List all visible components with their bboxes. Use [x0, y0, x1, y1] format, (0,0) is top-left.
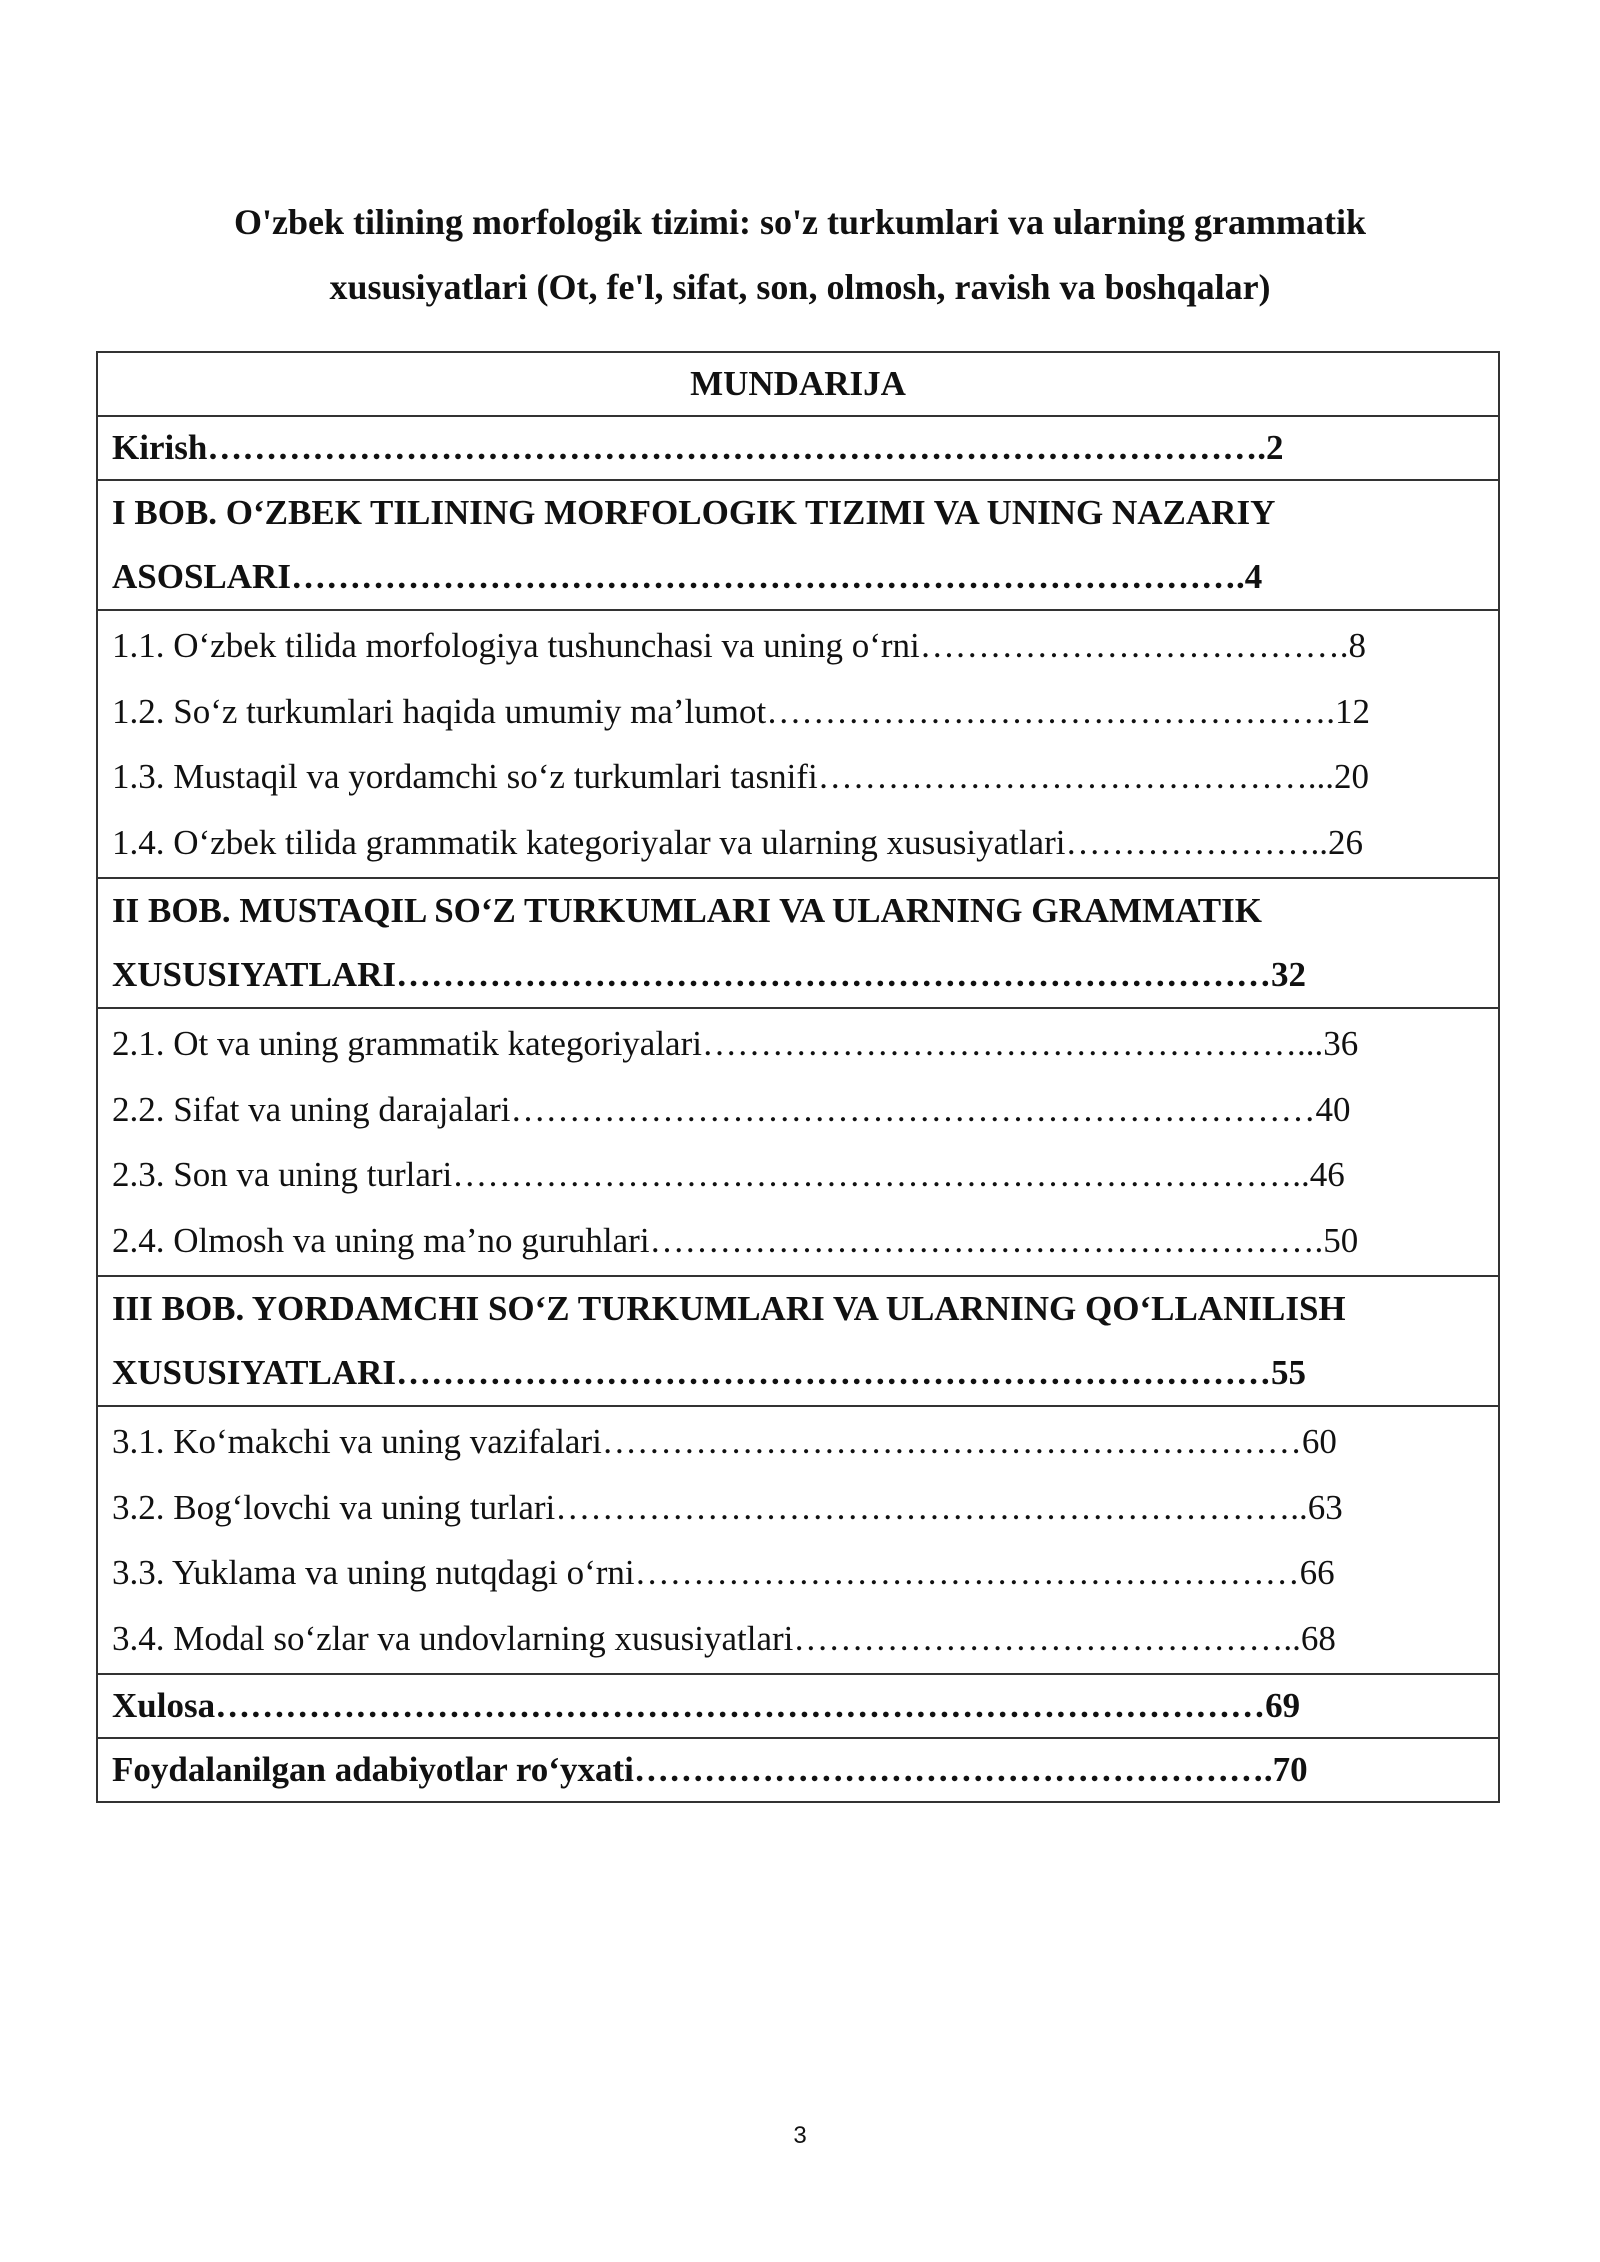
toc-references-text: Foydalanilgan adabiyotlar ro‘yxati……………………………………………….70	[112, 1750, 1308, 1789]
chapter-3-title-line-2: XUSUSIYATLARI…………………………………………………………………55	[112, 1353, 1306, 1392]
toc-row-chapter-2	[97, 878, 1499, 1008]
toc-chapter-3	[97, 1276, 1499, 1406]
toc-chapter-1	[97, 480, 1499, 610]
toc-row-chapter-2-sections	[97, 1008, 1499, 1276]
toc-intro-text: Kirish……………………………………………………………………………….2	[112, 428, 1284, 467]
section-3-4: 3.4. Modal so‘zlar va undovlarning xususiyatlari……………………………………..68	[112, 1618, 1336, 1658]
chapter-1-title-line-1: I BOB. O‘ZBEK TILINING MORFOLOGIK TIZIMI VA UNING NAZARIY	[112, 493, 1276, 532]
toc-chapter-2	[97, 878, 1499, 1008]
section-3-1: 3.1. Ko‘makchi va uning vazifalari……………………………………………………60	[112, 1422, 1337, 1461]
toc-row-intro	[97, 416, 1499, 480]
chapter-3-section-list	[97, 1406, 1499, 1674]
toc-row-chapter-3	[97, 1276, 1499, 1406]
chapter-3-title-line-1: III BOB. YORDAMCHI SO‘Z TURKUMLARI VA ULARNING QO‘LLANILISH	[112, 1289, 1346, 1328]
toc-heading: MUNDARIJA	[97, 352, 1499, 416]
section-2-2: 2.2. Sifat va uning darajalari……………………………………………………………40	[112, 1089, 1351, 1129]
toc-row-chapter-1-sections	[97, 610, 1499, 878]
chapter-2-title-line-1: II BOB. MUSTAQIL SO‘Z TURKUMLARI VA ULARNING GRAMMATIK	[112, 891, 1262, 930]
section-2-3: 2.3. Son va uning turlari………………………………………………………………..46	[112, 1155, 1345, 1194]
section-3-3: 3.3. Yuklama va uning nutqdagi o‘rni…………………………………………………66	[112, 1553, 1335, 1592]
chapter-2-title-line-2: XUSUSIYATLARI…………………………………………………………………32	[112, 955, 1306, 994]
toc-entry-intro	[97, 416, 1499, 480]
toc-entry-conclusion	[97, 1674, 1499, 1738]
toc-entry-references	[97, 1738, 1499, 1802]
table-of-contents	[96, 351, 1500, 1803]
toc-conclusion-text: Xulosa………………………………………………………………………………69	[112, 1686, 1301, 1725]
section-3-2: 3.2. Bog‘lovchi va uning turlari………………………………………………………..63	[112, 1487, 1343, 1527]
section-1-3: 1.3. Mustaqil va yordamchi so‘z turkumlari tasnifi……………………………………...20	[112, 757, 1369, 796]
chapter-1-title-line-2: ASOSLARI……………………………………………………………………….4	[112, 557, 1263, 596]
document-title-line-2: xususiyatlari (Ot, fe'l, sifat, son, olmosh, ravish va boshqalar)	[329, 267, 1271, 307]
section-1-4: 1.4. O‘zbek tilida grammatik kategoriyalar va ularning xususiyatlari…………………..26	[112, 822, 1363, 862]
toc-row-chapter-3-sections	[97, 1406, 1499, 1674]
page-number: 3	[793, 2122, 807, 2149]
section-2-4: 2.4. Olmosh va uning ma’no guruhlari………………………………………………….50	[112, 1220, 1359, 1260]
section-1-1: 1.1. O‘zbek tilida morfologiya tushunchasi va uning o‘rni……………………………….8	[112, 626, 1367, 665]
document-title	[100, 190, 1500, 320]
section-2-1: 2.1. Ot va uning grammatik kategoriyalari……………………………………………...36	[112, 1024, 1359, 1063]
section-1-2: 1.2. So‘z turkumlari haqida umumiy ma’lumot………………………………………….12	[112, 691, 1370, 731]
toc-row-chapter-1	[97, 480, 1499, 610]
toc-header-row	[97, 352, 1499, 416]
document-title-line-1: O'zbek tilining morfologik tizimi: so'z turkumlari va ularning grammatik	[234, 202, 1366, 242]
toc-row-conclusion	[97, 1674, 1499, 1738]
chapter-2-section-list	[97, 1008, 1499, 1276]
chapter-1-section-list	[97, 610, 1499, 878]
toc-row-references	[97, 1738, 1499, 1802]
